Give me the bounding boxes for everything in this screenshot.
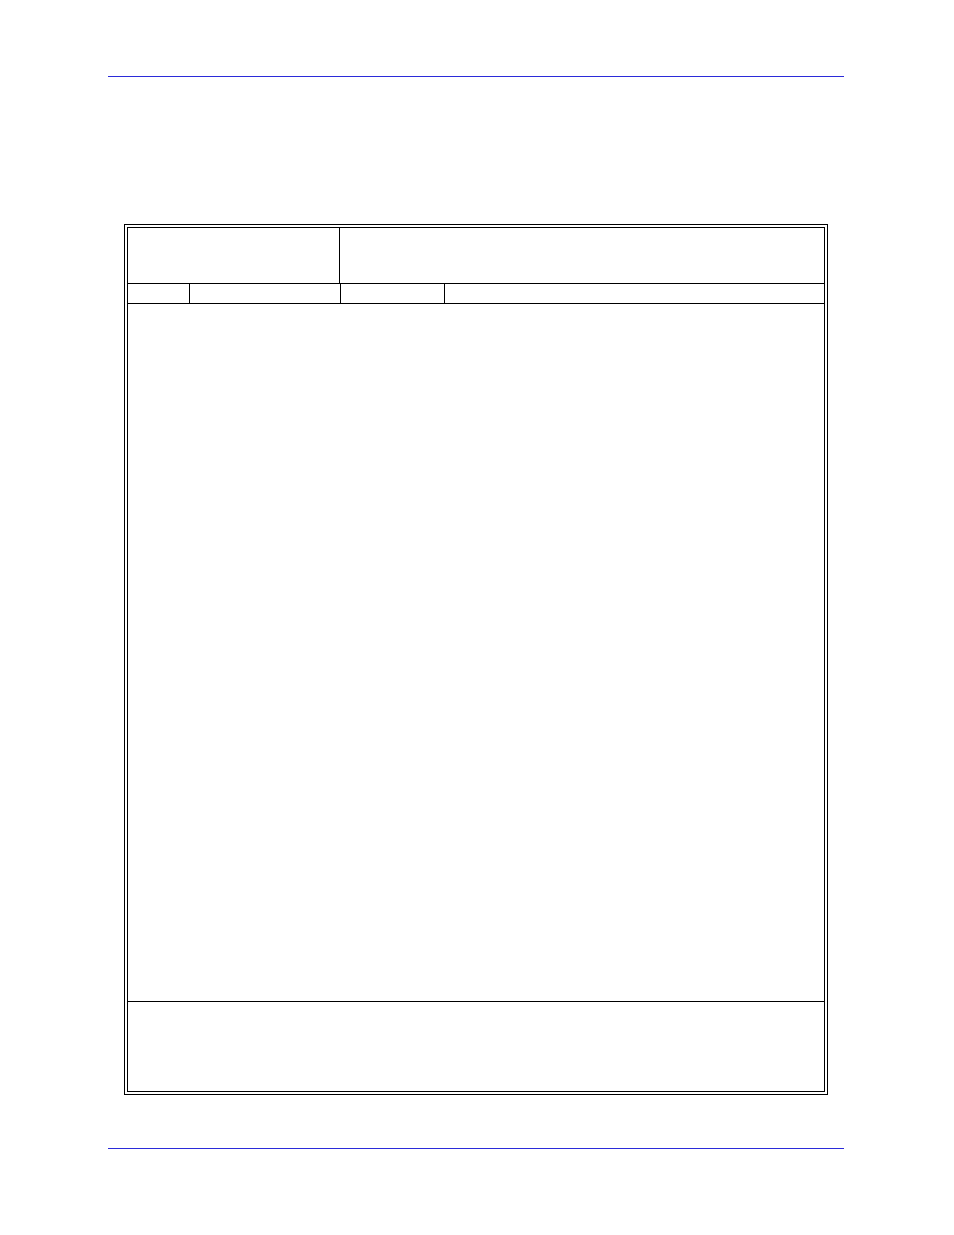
- db37-connector-diagram: [352, 230, 814, 280]
- table-header-row: [128, 284, 824, 304]
- header-symbol: [190, 284, 341, 304]
- header-function: [341, 284, 445, 304]
- header-rule: [108, 76, 844, 77]
- connector-diagram-area: [340, 228, 824, 284]
- header-description: [445, 284, 825, 304]
- header-pin: [128, 284, 190, 304]
- pinout-table: [124, 224, 828, 1095]
- connector-title: [128, 228, 340, 284]
- table-notes: [128, 1001, 824, 1091]
- footer-rule: [108, 1148, 844, 1149]
- pin-table: [128, 284, 824, 304]
